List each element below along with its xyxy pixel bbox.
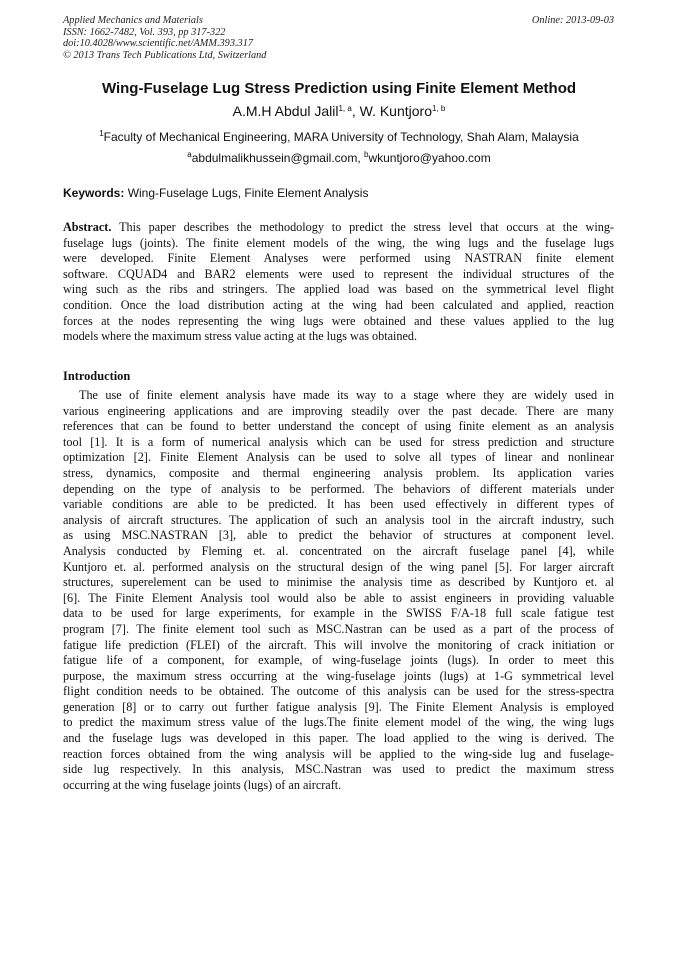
author-1: A.M.H Abdul Jalil [232, 103, 339, 119]
author-line [0, 103, 678, 119]
author-2: W. Kuntjoro [359, 103, 432, 119]
intro-line: tool [1]. It is a form of numerical analysis which can be used for stress prediction and structure [63, 434, 614, 449]
abstract-line: condition. Once the load distribution acting at the wing had been calculated and applied, reaction [63, 297, 614, 312]
intro-line: as using MSC.NASTRAN [3], able to predict the behavior of structures at component level. [63, 528, 614, 543]
journal-issn: ISSN: 1662-7482, Vol. 393, pp 317-322 [63, 26, 226, 38]
intro-line: optimization [2]. Finite Element Analysis can be used to solve all types of linear and nonlinear [63, 450, 614, 465]
intro-line: The use of finite element analysis have made its way to a stage where they are widely used in [79, 388, 614, 402]
journal-name: Applied Mechanics and Materials [63, 15, 203, 26]
author-1-affil-mark: 1, a [338, 104, 352, 113]
email-separator: , [357, 151, 364, 165]
paper-title: Wing-Fuselage Lug Stress Prediction using Finite Element Method [101, 80, 577, 97]
keywords [63, 186, 368, 200]
intro-line: to predict the maximum stress value of the lugs.The finite element model of the wing, the wing lugs [63, 715, 614, 730]
intro-line: data to be used for large experiments, for example in the SWISS F/A-18 full scale fatigue test [63, 606, 614, 621]
intro-line: [6]. The Finite Element Analysis tool would also be able to assist engineers in providing valuable [63, 590, 614, 605]
intro-line: variable conditions are able to be predicted. It has been used effectively in different types of [63, 497, 614, 512]
journal-copyright: © 2013 Trans Tech Publications Ltd, Switzerland [63, 49, 267, 61]
email-a: abdulmalikhussein@gmail.com [191, 151, 358, 165]
abstract-line: models where the maximum stress value acting at the lugs was obtained. [63, 329, 418, 344]
intro-line: reaction forces obtained from the wing analysis will be applied to the wing-side lug and fuselage- [63, 746, 614, 761]
keywords-label: Keywords: [63, 186, 125, 200]
intro-line: and the fuselage lugs was developed in this paper. The load applied to the wing is derived. The [63, 731, 614, 746]
intro-line: program [7]. The finite element tool such as MSC.Nastran can be used as a part of the process of [63, 621, 614, 636]
keywords-text: Wing-Fuselage Lugs, Finite Element Analysis [124, 186, 369, 200]
abstract [63, 220, 614, 345]
intro-line: purpose, the maximum stress occurring at the wing-fuselage joints (lugs) at 1-G symmetrical level [63, 668, 614, 683]
email-b: wkuntjoro@yahoo.com [368, 151, 491, 165]
intro-line: various engineering applications and are improving steadily over the past decade. There are many [63, 403, 614, 418]
intro-line: stress, dynamics, composite and thermal engineering analysis problem. Its application varies [63, 465, 614, 480]
intro-line: analysis of aircraft structures. The application of such an analysis tool in the aircraft industry, such [63, 512, 614, 527]
abstract-label: Abstract. [63, 220, 112, 234]
email-line [0, 151, 678, 165]
intro-line: side lug respectively. In this analysis, MSC.Nastran was used to predict the maximum stress [63, 762, 614, 777]
abstract-line-text: This paper describes the methodology to predict the stress level that occurs at the wing- [111, 220, 614, 234]
intro-line: generation [8] or to carry out further fatigue analysis [9]. The Finite Element Analysis is employed [63, 699, 614, 714]
email-a-mark: a [187, 150, 192, 159]
affiliation-text: Faculty of Mechanical Engineering, MARA University of Technology, Shah Alam, Malaysia [103, 130, 579, 144]
author-2-affil-mark: 1, b [431, 104, 446, 113]
abstract-line: fuselage lugs (joints). The finite element models of the wing, the wing lugs and the fuselage lugs [63, 235, 614, 250]
intro-line: flight condition needs to be obtained. The outcome of this analysis can be used for the stress-spectra [63, 684, 614, 699]
intro-line: structures, superelement can be used to minimise the analysis time as described by Kuntjoro et. al [63, 575, 614, 590]
author-separator: , [351, 103, 360, 119]
abstract-line [63, 220, 614, 236]
intro-line: references that can be found to better understand the concept of using finite element as an analysis [63, 419, 614, 434]
email-b-mark: b [364, 150, 369, 159]
affiliation [0, 130, 678, 144]
journal-header [63, 15, 266, 61]
abstract-line: forces at the nodes representing the wing lugs were obtained and these values applied to the lug [63, 313, 614, 328]
intro-line: Analysis conducted by Fleming et. al. concentrated on the aircraft fuselage panel [4], while [63, 543, 614, 558]
intro-line: occurring at the wing fuselage joints (lugs) of an aircraft. [63, 777, 342, 792]
abstract-line: software. CQUAD4 and BAR2 elements were used to represent the individual structures of the [63, 266, 614, 281]
online-date: Online: 2013-09-03 [531, 15, 614, 26]
section-heading-introduction: Introduction [63, 369, 131, 383]
intro-line: depending on the type of analysis to be performed. The behaviors of different materials under [63, 481, 614, 496]
intro-line: fatigue life of a component, for example, of wing-fuselage joints (lugs). In order to meet this [63, 653, 614, 668]
journal-doi: doi:10.4028/www.scientific.net/AMM.393.317 [63, 38, 253, 50]
intro-line: Kuntjoro et. al. performed analysis on the structural design of the wing panel [5]. For larger aircraft [63, 559, 614, 574]
introduction-body [63, 388, 614, 793]
abstract-line: were developed. Finite Element Analyses were performed using NASTRAN finite element [63, 251, 614, 266]
affiliation-mark: 1 [99, 129, 104, 138]
intro-line: fatigue life prediction (FLEI) of the aircraft. This will involve the monitoring of crack initiation or [63, 637, 614, 652]
abstract-line: wing such as the ribs and stringers. The applied load was based on the symmetrical level flight [63, 282, 614, 297]
